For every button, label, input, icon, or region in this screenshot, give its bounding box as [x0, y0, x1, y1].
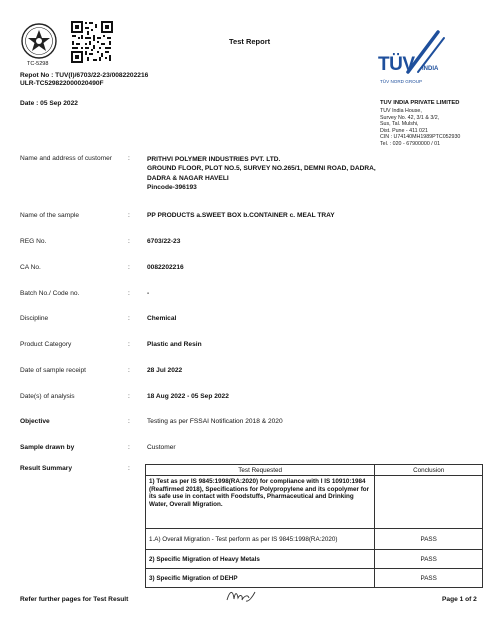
header-conclusion: Conclusion [375, 465, 483, 476]
tuv-group: TÜV NORD GROUP [380, 79, 423, 84]
test-cell: 1) Test as per IS 9845:1998(RA:2020) for compliance with I IS 10910:1984 (Reaffirmed 2018), Specifications for Polypropylene and its copolymer for its safe use in contact with Foodstuffs, Pharmaceutical and Drinking Water, Overall Migration. [146, 476, 375, 529]
category-label: Product Category [20, 341, 72, 348]
tuv-logo-text: TÜV [378, 54, 415, 75]
sample-label: Name of the sample [20, 212, 80, 219]
page-title: Test Report [229, 37, 271, 46]
report-number: Repot No : TUV(I)/6703/22-23/0082202216 [20, 72, 149, 79]
customer-line: PRITHVI POLYMER INDUSTRIES PVT. LTD. [147, 156, 281, 163]
reg-label: REG No. [20, 238, 47, 245]
tuv-address-line: Tel. : 020 - 67900000 / 01 [380, 140, 441, 147]
sample-drawn-value: Customer [147, 444, 176, 451]
conclusion-cell: PASS [375, 550, 483, 569]
discipline-value: Chemical [147, 315, 177, 322]
customer-line: Pincode-396193 [147, 183, 197, 191]
colon: : [128, 290, 130, 297]
table-header-row [146, 465, 483, 476]
receipt-value: 28 Jul 2022 [147, 367, 183, 374]
test-cell: 1.A) Overall Migration - Test perform as per IS 9845:1998(RA:2020) [146, 529, 375, 550]
table-row [146, 550, 483, 569]
customer-label: Name and address of customer [20, 155, 112, 162]
receipt-label: Date of sample receipt [20, 367, 86, 374]
colon: : [128, 393, 130, 400]
test-cell: 3) Specific Migration of DEHP [146, 569, 375, 588]
tuv-logo [378, 28, 466, 90]
objective-label: Objective [20, 418, 50, 425]
header-test-requested: Test Requested [146, 465, 375, 476]
tuv-address-line: Sus, Tal. Mulshi, [380, 121, 419, 128]
ca-value: 0082202216 [147, 264, 184, 271]
colon: : [128, 315, 130, 322]
analysis-label: Date(s) of analysis [20, 393, 75, 400]
colon: : [128, 264, 130, 271]
test-cell: 2) Specific Migration of Heavy Metals [146, 550, 375, 569]
tuv-address-line: TUV India House, [380, 108, 422, 114]
table-row [146, 529, 483, 550]
tuv-logo-sub: INDIA [422, 66, 439, 72]
colon: : [128, 367, 130, 374]
conclusion-cell: PASS [375, 529, 483, 550]
result-summary-label: Result Summary [20, 465, 73, 472]
footer-note: Refer further pages for Test Result [20, 596, 129, 603]
table-row [146, 569, 483, 588]
sample-value: PP PRODUCTS a.SWEET BOX b.CONTAINER c. MEAL TRAY [147, 212, 335, 219]
signature [224, 586, 258, 606]
batch-label: Batch No./ Code no. [20, 290, 80, 297]
colon: : [128, 444, 130, 451]
customer-value [147, 155, 387, 192]
tc-number: TC-5298 [27, 61, 49, 67]
ca-label: CA No. [20, 264, 41, 271]
colon: : [128, 465, 130, 472]
page-number: Page 1 of 2 [442, 596, 477, 603]
colon: : [128, 418, 130, 425]
sample-drawn-label: Sample drawn by [20, 444, 75, 451]
customer-line: DADRA & NAGAR HAVELI [147, 174, 229, 182]
tuv-address-line: Dist. Pune - 411 021 [380, 127, 428, 134]
batch-value: - [147, 290, 150, 297]
customer-line: GROUND FLOOR, PLOT NO.5, SURVEY NO.265/1, DEMNI ROAD, DADRA, [147, 165, 376, 173]
ulr-number: ULR-TC529822000020490F [20, 80, 104, 87]
tuv-address [380, 108, 460, 148]
table-row [146, 476, 483, 529]
conclusion-cell: PASS [375, 569, 483, 588]
qr-code [70, 20, 114, 64]
objective-value: Testing as per FSSAI Notification 2018 & 2020 [147, 418, 283, 425]
accreditation-emblem [20, 22, 58, 60]
results-table [145, 464, 483, 588]
colon: : [128, 341, 130, 348]
colon: : [128, 212, 130, 219]
conclusion-cell [375, 476, 483, 529]
tuv-company-name: TUV INDIA PRIVATE LIMITED [380, 100, 460, 106]
reg-value: 6703/22-23 [147, 238, 181, 245]
discipline-label: Discipline [20, 315, 49, 322]
tuv-address-line: Survey No. 42, 3/1 & 3/2, [380, 114, 440, 121]
report-date: Date : 05 Sep 2022 [20, 100, 78, 107]
colon: : [128, 155, 130, 162]
tuv-address-line: CIN : U74140MH1989PTC052930 [380, 134, 461, 141]
category-value: Plastic and Resin [147, 341, 202, 348]
analysis-value: 18 Aug 2022 - 05 Sep 2022 [147, 393, 229, 400]
colon: : [128, 238, 130, 245]
